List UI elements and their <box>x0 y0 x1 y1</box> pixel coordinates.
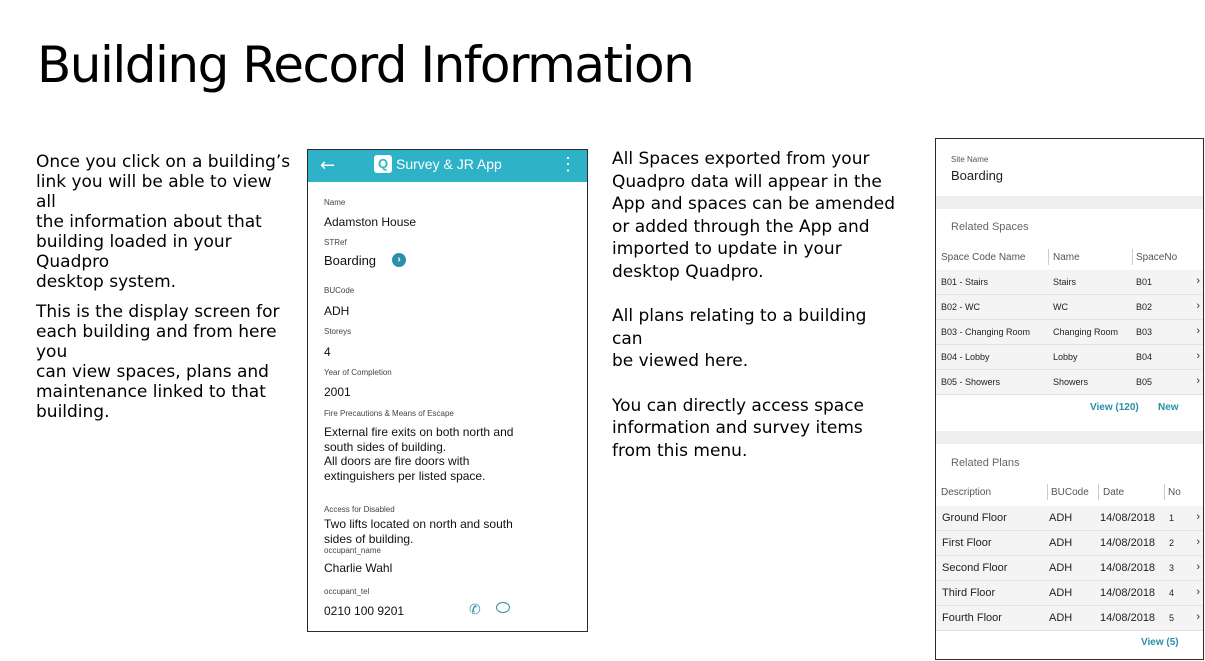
column-separator <box>1098 484 1099 500</box>
access-value: Two lifts located on north and south sides of building. <box>324 517 513 546</box>
space-code-cell: B04 - Lobby <box>941 352 990 362</box>
plans-col-date: Date <box>1103 487 1125 498</box>
space-row[interactable] <box>936 270 1204 295</box>
middle-paragraph-1: All Spaces exported from your Quadpro data will appear in the App and spaces can be amended or added through the App and imported to update in your desktop Quadpro. <box>612 149 895 282</box>
space-name-cell: Lobby <box>1053 352 1078 362</box>
occupant-name-value: Charlie Wahl <box>324 561 393 575</box>
year-label: Year of Completion <box>324 368 392 377</box>
new-space-link[interactable]: New <box>1158 402 1179 413</box>
plan-date-cell: 14/08/2018 <box>1100 512 1156 524</box>
chevron-right-icon[interactable]: › <box>1196 561 1200 573</box>
plan-row[interactable] <box>936 556 1204 581</box>
chevron-right-icon[interactable]: › <box>1196 536 1200 548</box>
left-paragraph-1: Once you click on a building’s link you will be able to view all the information about that building loaded in your Quadpro desktop system. <box>36 152 291 292</box>
fire-label: Fire Precautions & Means of Escape <box>324 409 454 418</box>
plan-row[interactable] <box>936 581 1204 606</box>
plan-bucode-cell: ADH <box>1049 587 1073 599</box>
plan-description-cell: Ground Floor <box>942 512 1007 524</box>
bucode-label: BUCode <box>324 286 355 295</box>
spaces-col-name: Name <box>1053 252 1080 263</box>
plan-no-cell: 1 <box>1169 513 1175 523</box>
name-label: Name <box>324 198 346 207</box>
plans-col-no: No <box>1168 487 1181 498</box>
arrow-left-icon[interactable]: ← <box>320 155 336 176</box>
view-spaces-link[interactable]: View (120) <box>1090 402 1139 413</box>
site-name-value: Boarding <box>951 168 1004 183</box>
phone-icon[interactable]: ✆ <box>469 601 481 617</box>
space-name-cell: Stairs <box>1053 277 1077 287</box>
plan-date-cell: 14/08/2018 <box>1100 537 1156 549</box>
left-description <box>36 152 296 422</box>
related-spaces-title: Related Spaces <box>951 221 1029 233</box>
building-detail-panel <box>935 138 1204 660</box>
space-code-cell: B01 - Stairs <box>941 277 989 287</box>
chat-icon[interactable] <box>496 602 510 613</box>
site-name-label: Site Name <box>951 155 989 164</box>
left-paragraph-2: This is the display screen for each building and from here you can view spaces, plans and maintenance linked to that building. <box>36 302 280 422</box>
view-plans-link[interactable]: View (5) <box>1141 637 1179 648</box>
space-no-cell: B01 <box>1136 277 1153 287</box>
slide-title: Building Record Information <box>37 36 694 94</box>
space-row[interactable] <box>936 295 1204 320</box>
spaces-col-no: SpaceNo <box>1136 252 1178 263</box>
plan-description-cell: First Floor <box>942 537 992 549</box>
storeys-label: Storeys <box>324 327 352 336</box>
column-separator <box>1048 249 1049 265</box>
middle-paragraph-3: You can directly access space information and survey items from this menu. <box>612 395 864 461</box>
year-value: 2001 <box>324 385 351 399</box>
occupant-tel-label: occupant_tel <box>324 587 370 596</box>
chevron-right-icon[interactable]: › <box>1196 300 1200 312</box>
space-no-cell: B02 <box>1136 302 1153 312</box>
space-row[interactable] <box>936 345 1204 370</box>
plans-col-description: Description <box>941 487 992 498</box>
occupant-tel-value: 0210 100 9201 <box>324 604 405 618</box>
plans-col-bucode: BUCode <box>1051 487 1089 498</box>
plan-no-cell: 4 <box>1169 588 1175 598</box>
plan-date-cell: 14/08/2018 <box>1100 587 1156 599</box>
middle-paragraph-2: All plans relating to a building can be viewed here. <box>612 306 867 371</box>
spaces-col-code: Space Code Name <box>941 252 1026 263</box>
more-vert-icon[interactable]: ⋮ <box>559 154 577 174</box>
space-no-cell: B05 <box>1136 377 1153 387</box>
plan-bucode-cell: ADH <box>1049 562 1073 574</box>
plan-bucode-cell: ADH <box>1049 537 1073 549</box>
bucode-value: ADH <box>324 304 350 318</box>
plan-no-cell: 3 <box>1169 563 1175 573</box>
section-divider <box>936 196 1203 209</box>
app-title: Survey & JR App <box>396 156 502 172</box>
space-name-cell: Showers <box>1053 377 1089 387</box>
space-name-cell: Changing Room <box>1053 327 1119 337</box>
plan-date-cell: 14/08/2018 <box>1100 562 1156 574</box>
space-row[interactable] <box>936 320 1204 345</box>
space-no-cell: B03 <box>1136 327 1153 337</box>
storeys-value: 4 <box>324 345 331 359</box>
column-separator <box>1164 484 1165 500</box>
chevron-right-icon[interactable]: › <box>1196 611 1200 623</box>
column-separator <box>1132 249 1133 265</box>
plan-bucode-cell: ADH <box>1049 612 1073 624</box>
app-screen <box>307 149 588 632</box>
chevron-right-icon[interactable]: › <box>1196 511 1200 523</box>
column-separator <box>1047 484 1048 500</box>
plan-bucode-cell: ADH <box>1049 512 1073 524</box>
plan-row[interactable] <box>936 606 1204 631</box>
chevron-right-icon[interactable]: › <box>1196 275 1200 287</box>
space-code-cell: B02 - WC <box>941 302 981 312</box>
plan-description-cell: Fourth Floor <box>942 612 1002 624</box>
plan-description-cell: Third Floor <box>942 587 996 599</box>
chevron-right-icon[interactable]: › <box>1196 375 1200 387</box>
plan-no-cell: 5 <box>1169 613 1175 623</box>
section-divider <box>936 431 1203 444</box>
space-no-cell: B04 <box>1136 352 1153 362</box>
chevron-right-circle-icon[interactable]: › <box>392 253 406 267</box>
name-value: Adamston House <box>324 215 417 229</box>
occupant-name-label: occupant_name <box>324 546 381 555</box>
chevron-right-icon[interactable]: › <box>1196 325 1200 337</box>
space-code-cell: B05 - Showers <box>941 377 1001 387</box>
chevron-right-icon[interactable]: › <box>1196 350 1200 362</box>
space-code-cell: B03 - Changing Room <box>941 327 1031 337</box>
space-row[interactable] <box>936 370 1204 395</box>
plan-row[interactable] <box>936 531 1204 556</box>
stref-value[interactable]: Boarding <box>324 253 377 268</box>
stref-label: STRef <box>324 238 347 247</box>
chevron-right-icon[interactable]: › <box>1196 586 1200 598</box>
app-bar <box>308 150 587 182</box>
access-label: Access for Disabled <box>324 505 395 514</box>
middle-description <box>612 148 902 462</box>
space-name-cell: WC <box>1053 302 1068 312</box>
plan-description-cell: Second Floor <box>942 562 1008 574</box>
plan-date-cell: 14/08/2018 <box>1100 612 1156 624</box>
plan-row[interactable] <box>936 506 1204 531</box>
app-logo: Q <box>374 155 392 173</box>
plan-no-cell: 2 <box>1169 538 1175 548</box>
fire-value: External fire exits on both north and south sides of building. All doors are fire doors with extinguishers per listed space. <box>324 425 514 483</box>
related-plans-title: Related Plans <box>951 457 1020 469</box>
